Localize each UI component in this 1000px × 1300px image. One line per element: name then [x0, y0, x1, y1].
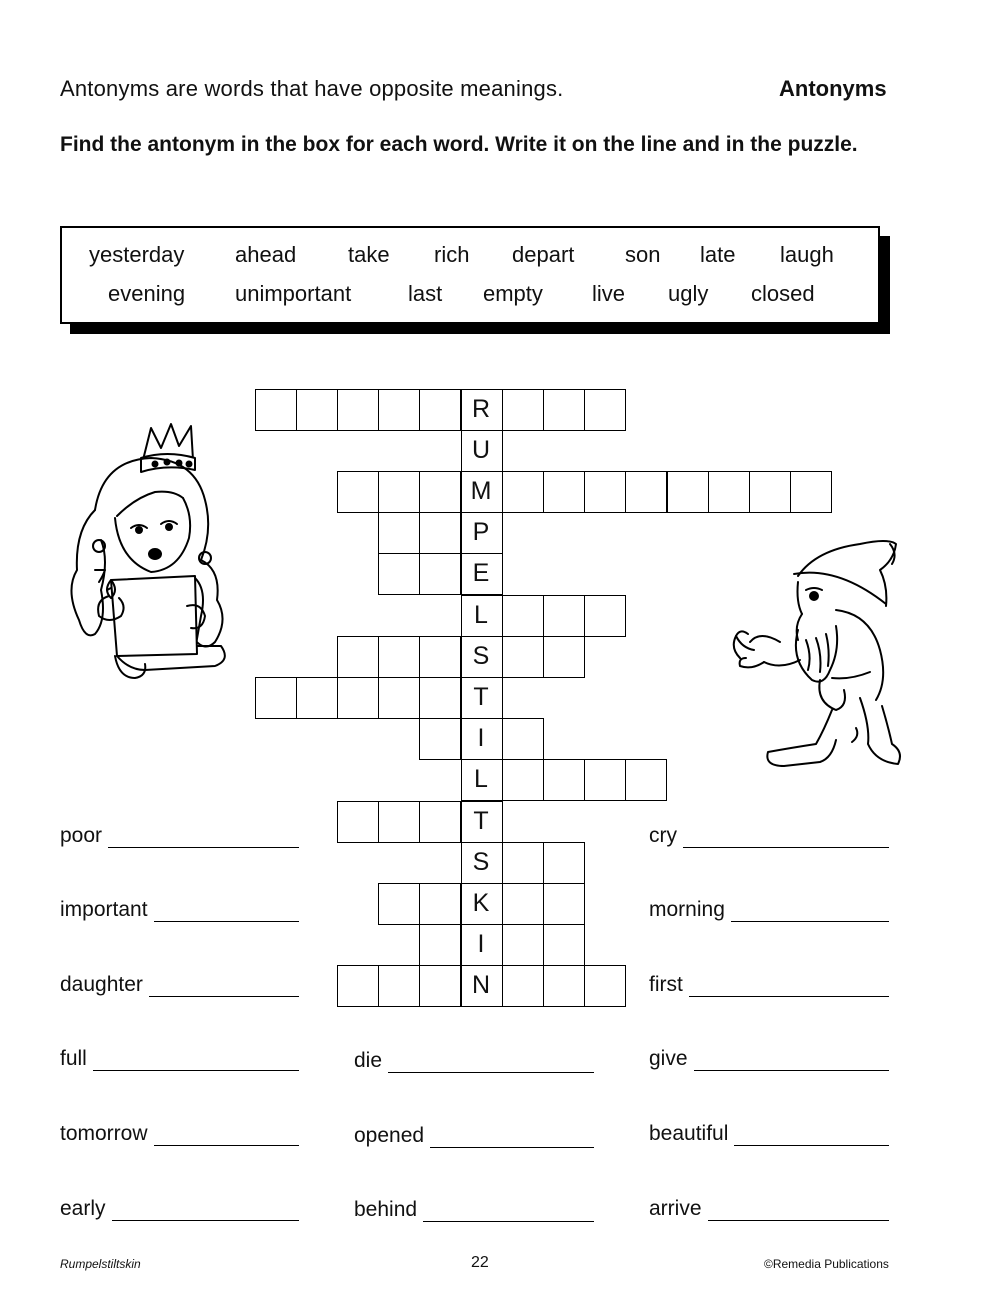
word-son: son [625, 242, 661, 267]
word-depart: depart [512, 242, 575, 267]
crossword-cell [419, 965, 461, 1007]
word-empty: empty [483, 281, 543, 306]
crossword-key-letter: I [477, 930, 485, 959]
crossword-cell [255, 677, 297, 719]
publisher: ©Remedia Publications [764, 1257, 889, 1271]
answer-line[interactable] [93, 1070, 299, 1071]
crossword-cell [543, 842, 585, 884]
clue-word: poor [60, 824, 103, 847]
crossword-cell [296, 677, 338, 719]
crossword-cell [419, 883, 461, 925]
clue-word: morning [649, 898, 725, 921]
crossword-cell [502, 636, 544, 678]
answer-line[interactable] [154, 921, 299, 922]
crossword-cell [337, 389, 379, 431]
crossword-cell [584, 471, 626, 513]
clue-word: beautiful [649, 1122, 729, 1145]
crossword-key-letter: U [471, 435, 491, 464]
word-last: last [408, 281, 443, 306]
clue-word: behind [354, 1198, 418, 1221]
clue-word: early [60, 1197, 106, 1220]
crossword-cell [625, 471, 667, 513]
crossword-cell [543, 389, 585, 431]
crossword-cell [502, 595, 544, 637]
crossword-cell [502, 759, 544, 801]
crossword-cell [378, 512, 420, 554]
crossword-cell [543, 883, 585, 925]
word-late: late [700, 242, 736, 267]
crossword-cell [543, 595, 585, 637]
clue-word: first [649, 973, 683, 996]
word-ugly: ugly [668, 281, 709, 306]
crossword-key-letter: L [474, 765, 488, 794]
crossword-key-letter: T [473, 682, 489, 711]
answer-line[interactable] [388, 1072, 594, 1073]
crossword-cell [419, 553, 461, 595]
crossword-key-letter: E [472, 559, 490, 588]
crossword-cell [502, 842, 544, 884]
crossword-cell [296, 389, 338, 431]
word-laugh: laugh [780, 242, 834, 267]
crossword-key-letter: L [474, 600, 488, 629]
crossword-key-letter: I [477, 724, 485, 753]
crossword-cell [378, 801, 420, 843]
answer-line[interactable] [108, 847, 299, 848]
crossword-cell [502, 924, 544, 966]
crossword-cell [625, 759, 667, 801]
word-evening: evening [108, 281, 186, 306]
crossword-key-letter: K [472, 888, 490, 917]
clue-word: opened [354, 1124, 425, 1147]
word-live: live [592, 281, 626, 306]
answer-line[interactable] [149, 996, 299, 997]
crossword-cell [584, 759, 626, 801]
clue-word: arrive [649, 1197, 702, 1220]
crossword-key-letter: T [473, 806, 489, 835]
crossword-cell [502, 471, 544, 513]
clue-word: give [649, 1047, 688, 1070]
gnome-icon [720, 530, 905, 790]
answer-line[interactable] [708, 1220, 889, 1221]
crossword-cell [584, 965, 626, 1007]
answer-line[interactable] [423, 1221, 594, 1222]
crossword-cell [543, 471, 585, 513]
crossword-key-letter: P [472, 518, 490, 547]
crossword-cell [378, 883, 420, 925]
clue-word: important [60, 898, 148, 921]
crossword-cell [502, 883, 544, 925]
crossword-cell [337, 471, 379, 513]
crossword-cell [419, 924, 461, 966]
page-number: 22 [471, 1254, 489, 1271]
answer-line[interactable] [154, 1145, 299, 1146]
clue-word: die [354, 1049, 383, 1072]
crossword-cell [337, 636, 379, 678]
crossword-cell [419, 801, 461, 843]
page-title: Antonyms [779, 76, 887, 101]
answer-line[interactable] [683, 847, 889, 848]
crossword-cell [378, 965, 420, 1007]
crossword-cell [502, 965, 544, 1007]
crossword-cell [419, 636, 461, 678]
crossword-cell [502, 389, 544, 431]
crossword-cell [790, 471, 832, 513]
crossword-cell [543, 636, 585, 678]
crossword-cell [667, 471, 709, 513]
word-ahead: ahead [235, 242, 297, 267]
answer-line[interactable] [430, 1147, 594, 1148]
crossword-key-letter: S [472, 641, 490, 670]
crossword-key-letter: M [470, 476, 492, 505]
answer-line[interactable] [112, 1220, 299, 1221]
crossword-key-letter: R [471, 394, 491, 423]
answer-line[interactable] [689, 996, 889, 997]
instructions: Find the antonym in the box for each word. Write it on the line and in the puzzle. [60, 133, 858, 156]
crossword-cell [378, 677, 420, 719]
clue-word: full [60, 1047, 87, 1070]
crossword-cell [419, 389, 461, 431]
crossword-cell [378, 471, 420, 513]
word-unimportant: unimportant [235, 281, 352, 306]
crossword-cell [502, 718, 544, 760]
intro-text: Antonyms are words that have opposite meanings. [60, 76, 564, 101]
crossword-cell [419, 718, 461, 760]
clue-word: daughter [60, 973, 143, 996]
crossword-cell [419, 677, 461, 719]
word-rich: rich [434, 242, 470, 267]
word-closed: closed [751, 281, 815, 306]
crossword-cell [584, 389, 626, 431]
crossword-cell [378, 553, 420, 595]
crossword-cell [419, 512, 461, 554]
crossword-cell [337, 801, 379, 843]
crossword-key-letter: S [472, 847, 490, 876]
princess-icon [55, 420, 235, 690]
crossword-cell [543, 759, 585, 801]
crossword-cell [255, 389, 297, 431]
crossword-cell [337, 677, 379, 719]
word-yesterday: yesterday [89, 242, 185, 267]
answer-line[interactable] [734, 1145, 889, 1146]
answer-line[interactable] [731, 921, 889, 922]
crossword-cell [337, 965, 379, 1007]
crossword-cell [419, 471, 461, 513]
clue-word: tomorrow [60, 1122, 148, 1145]
crossword-cell [543, 924, 585, 966]
crossword-cell [708, 471, 750, 513]
clue-word: cry [649, 824, 677, 847]
book-title: Rumpelstiltskin [60, 1257, 141, 1271]
crossword-cell [584, 595, 626, 637]
crossword-cell [543, 965, 585, 1007]
answer-line[interactable] [694, 1070, 889, 1071]
crossword-cell [749, 471, 791, 513]
crossword-cell [378, 636, 420, 678]
crossword-cell [378, 389, 420, 431]
crossword-key-letter: N [471, 971, 491, 1000]
word-take: take [348, 242, 390, 267]
